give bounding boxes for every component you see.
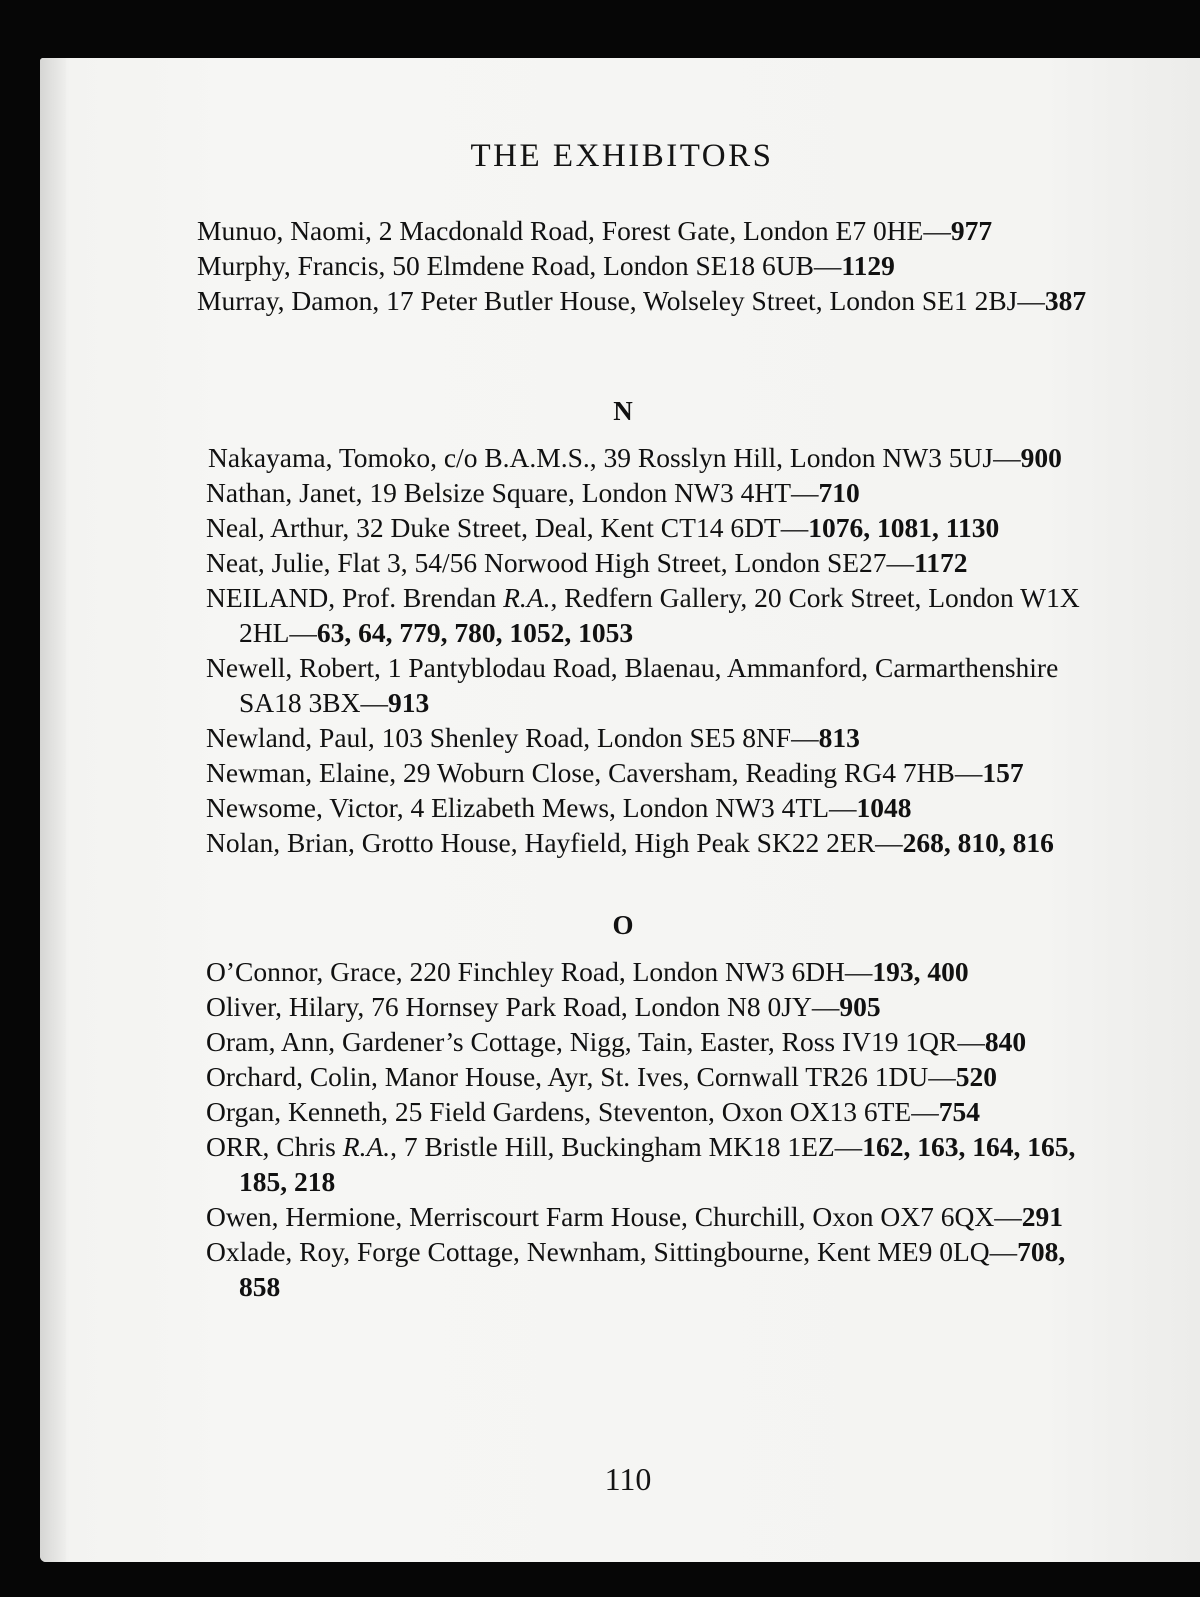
entries-n <box>206 440 1200 860</box>
section-heading-n: N <box>613 396 633 426</box>
section-heading-o: O <box>612 910 634 940</box>
list-item: O’Connor, Grace, 220 Finchley Road, London NW3 6DH—193, 400 <box>206 956 969 987</box>
list-item: Nathan, Janet, 19 Belsize Square, London NW3 4HT—710 <box>206 477 860 508</box>
list-item: Newell, Robert, 1 Pantyblodau Road, Blaenau, Ammanford, Carmarthenshire SA18 3BX—913 <box>206 652 1059 718</box>
list-item: ORR, Chris R.A., 7 Bristle Hill, Buckingham MK18 1EZ—162, 163, 164, 165, 185, 218 <box>206 1131 1076 1197</box>
list-item: Newman, Elaine, 29 Woburn Close, Caversham, Reading RG4 7HB—157 <box>206 757 1024 788</box>
list-item: Oxlade, Roy, Forge Cottage, Newnham, Sittingbourne, Kent ME9 0LQ—708, 858 <box>206 1236 1066 1302</box>
list-item: Neal, Arthur, 32 Duke Street, Deal, Kent CT14 6DT—1076, 1081, 1130 <box>206 512 1000 543</box>
list-item: Neat, Julie, Flat 3, 54/56 Norwood High Street, London SE27—1172 <box>206 547 968 578</box>
list-item: Murphy, Francis, 50 Elmdene Road, London SE18 6UB—1129 <box>197 250 895 281</box>
list-item: Munuo, Naomi, 2 Macdonald Road, Forest Gate, London E7 0HE—977 <box>197 215 993 246</box>
list-item: Newland, Paul, 103 Shenley Road, London SE5 8NF—813 <box>206 722 860 753</box>
list-item: Owen, Hermione, Merriscourt Farm House, Churchill, Oxon OX7 6QX—291 <box>206 1201 1063 1232</box>
list-item: Orchard, Colin, Manor House, Ayr, St. Ives, Cornwall TR26 1DU—520 <box>206 1061 998 1092</box>
list-item: Oram, Ann, Gardener’s Cottage, Nigg, Tain, Easter, Ross IV19 1QR—840 <box>206 1026 1027 1057</box>
list-item: Murray, Damon, 17 Peter Butler House, Wolseley Street, London SE1 2BJ—387 <box>197 285 1087 316</box>
list-item: Newsome, Victor, 4 Elizabeth Mews, London NW3 4TL—1048 <box>206 792 912 823</box>
list-item: Oliver, Hilary, 76 Hornsey Park Road, London N8 0JY—905 <box>206 991 881 1022</box>
page-gutter <box>40 58 66 1562</box>
list-item: Nakayama, Tomoko, c/o B.A.M.S., 39 Rosslyn Hill, London NW3 5UJ—900 <box>208 442 1062 473</box>
book-page <box>40 58 1200 1562</box>
page-title: THE EXHIBITORS <box>470 138 774 174</box>
entries-m <box>197 213 1197 318</box>
entries-o <box>206 954 1200 1304</box>
list-item: Organ, Kenneth, 25 Field Gardens, Steventon, Oxon OX13 6TE—754 <box>206 1096 980 1127</box>
list-item: NEILAND, Prof. Brendan R.A., Redfern Gallery, 20 Cork Street, London W1X 2HL—63, 64, 779, 780, 1052, 1053 <box>206 582 1080 648</box>
list-item: Nolan, Brian, Grotto House, Hayfield, High Peak SK22 2ER—268, 810, 816 <box>206 827 1054 858</box>
page-number: 110 <box>604 1461 652 1497</box>
